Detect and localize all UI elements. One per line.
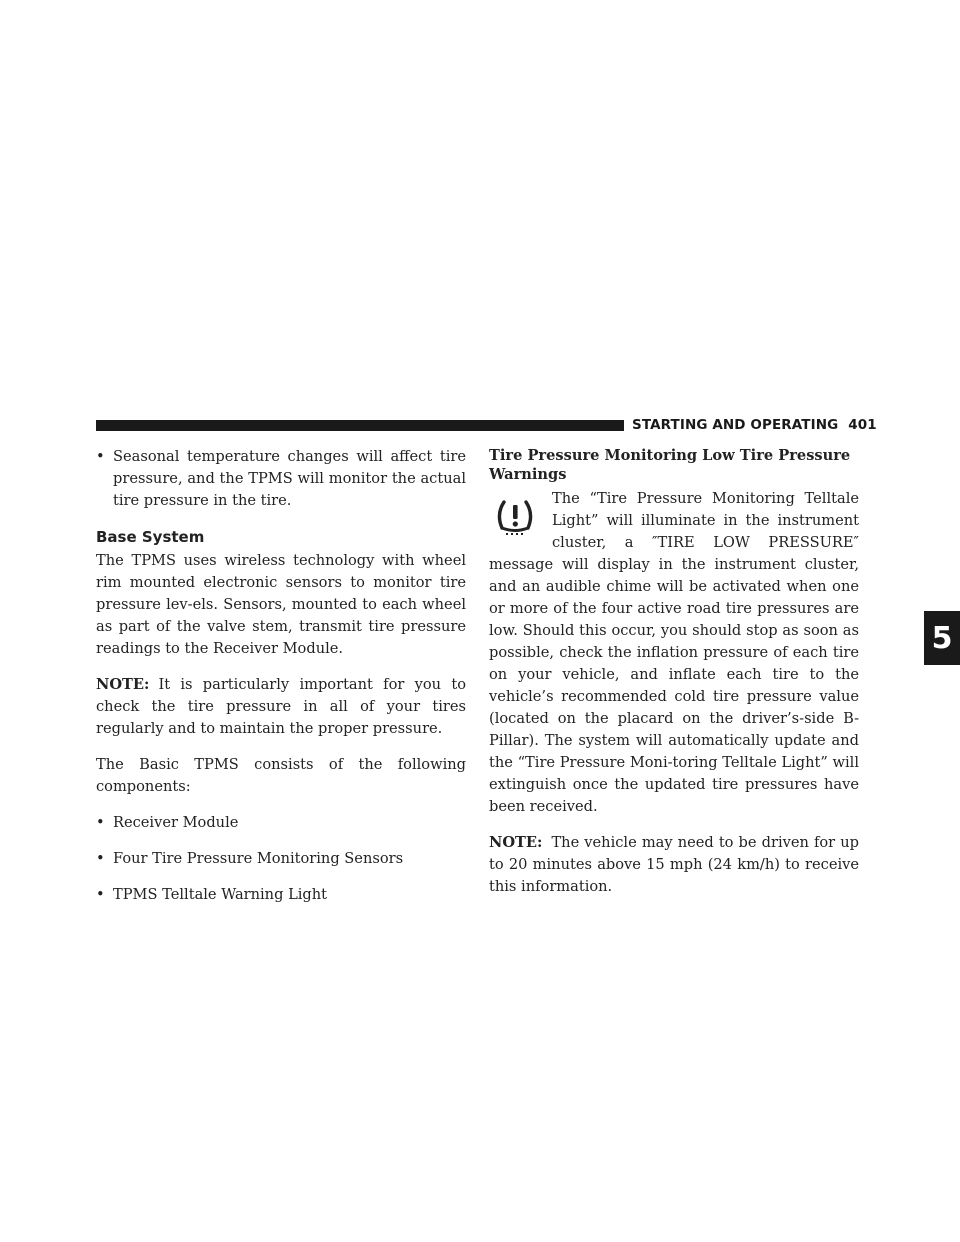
note (96, 674, 466, 740)
tire-pressure-warning-icon (489, 490, 546, 550)
note-text: It is particularly important for you to check the tire pressure in all of your tires regularly and to maintain the proper pressure. (96, 676, 466, 737)
list-item-text: TPMS Telltale Warning Light (113, 886, 328, 903)
right-column (489, 446, 859, 912)
subsection-title: Tire Pressure Monitoring Low Tire Pressure Warnings (489, 447, 851, 483)
bullet-item (96, 446, 466, 512)
left-column (96, 446, 466, 920)
list-item (96, 812, 466, 834)
page-number: 401 (848, 417, 877, 433)
note-label: NOTE: (489, 834, 543, 851)
note-label: NOTE: (96, 676, 150, 693)
paragraph: The Basic TPMS consists of the following components: (96, 756, 466, 795)
list-item-text: Receiver Module (113, 814, 239, 831)
list-item (96, 848, 466, 870)
section-title: Base System (96, 528, 205, 546)
list-item (96, 884, 466, 906)
bullet-dot: • (96, 850, 105, 867)
running-header (632, 417, 877, 433)
note-text: The vehicle may need to be driven for up to 20 minutes above 15 mph (24 km/h) to receive this information. (489, 834, 859, 895)
bullet-dot: • (96, 814, 105, 831)
note (489, 832, 859, 898)
chapter-tab: 5 (924, 611, 960, 665)
bullet-dot: • (96, 886, 105, 903)
paragraph: The TPMS uses wireless technology with wheel rim mounted electronic sensors to monitor tire pressure lev-els. Sensors, mounted to each wheel as part of the valve stem, transmit tire pressure readings to the Receiver Module. (96, 552, 466, 657)
paragraph: The “Tire Pressure Monitoring Telltale Light” will illuminate in the instrument cluster, a ″TIRE LOW PRESSURE″ message will display in the instrument cluster, and an audible chime will be activated when one or more of the four active road tire pressures are low. Should this occur, you should stop as soon as possible, check the inflation pressure of each tire on your vehicle, and inflate each tire to the vehicle’s recommended cold tire pressure value (located on the placard on the driver’s-side B-Pillar). The system will automatically update and the “Tire Pressure Moni-toring Telltale Light” will extinguish once the updated tire pressures have been received. (489, 490, 859, 815)
list-item-text: Four Tire Pressure Monitoring Sensors (113, 850, 404, 867)
bullet-dot: • (96, 448, 105, 465)
header-rule (96, 420, 624, 431)
section-name: STARTING AND OPERATING (632, 417, 839, 433)
bullet-text: Seasonal temperature changes will affect tire pressure, and the TPMS will monitor the actual tire pressure in the tire. (113, 448, 466, 509)
